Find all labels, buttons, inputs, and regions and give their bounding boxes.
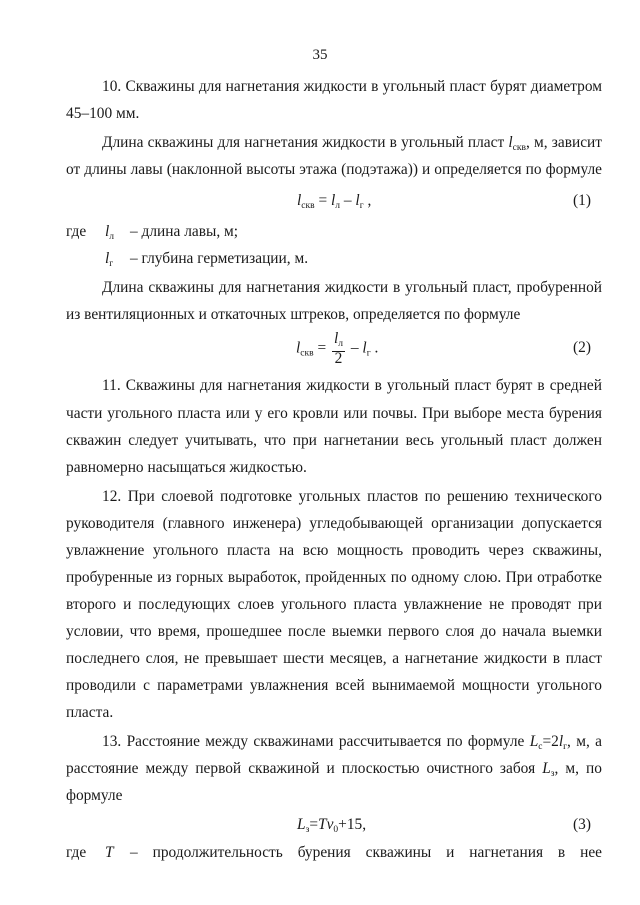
item12-line9: пласта. [66, 704, 114, 721]
formula-1: $l_{скв} = l_л - l_г$ , [297, 192, 372, 211]
para3-line2: из вентиляционных и откаточных штреков, определяется по формуле [66, 306, 521, 323]
formula-3: $L_з=Tv_0+15$, [297, 816, 367, 835]
last-where: где [66, 844, 87, 861]
item12-line8: проводили с параметрами увлажнения всей вынимаемой мощности угольного [66, 677, 602, 694]
legend-symbol-g: $l_г$ [105, 250, 114, 269]
para2-line1: Длина скважины для нагнетания жидкости в угольный пласт $l_{скв}$, м, зависит [102, 134, 603, 153]
formula-2: $l_{скв}$ = $\frac{l_л}{2}$ – $l_г$ . [296, 330, 379, 367]
item12-line1: 12. При слоевой подготовке угольных пластов по решению технического [102, 488, 602, 505]
item12-line7: последнего слоя, не превышает шести месяцев, а нагнетание жидкости в пласт [66, 650, 602, 667]
legend-l-description: – длина лавы, м; [130, 223, 239, 240]
para2-text-a: Длина скважины для нагнетания жидкости в угольный пласт [102, 134, 509, 151]
item11-line4: равномерно насыщаться жидкостью. [66, 459, 307, 476]
fraction: $\frac{l_л}{2}$ [334, 330, 344, 367]
item13-line3: формуле [66, 787, 123, 804]
para2-line2: от длины лавы (наклонной высоты этажа (подэтажа)) и определяется по формуле [66, 161, 602, 178]
para3-line1: Длина скважины для нагнетания жидкости в угольный пласт, пробуренной [102, 279, 602, 296]
equation-number-1: (1) [573, 192, 591, 209]
para2-text-b: , м, зависит [526, 134, 603, 151]
item13-line1: 13. Расстояние между скважинами рассчитывается по формуле $L_с=2l_г$, м, а [102, 733, 603, 752]
equation-number-3: (3) [573, 816, 591, 833]
symbol-T: T [105, 844, 114, 861]
item12-line2: руководителя (главного инженера) угледобывающей организации допускается [66, 515, 602, 532]
item10-line1: 10. Скважины для нагнетания жидкости в угольный пласт бурят диаметром [102, 78, 602, 95]
legend-symbol-l: $l_л$ [105, 223, 115, 242]
item11-line3: скважин следует учитывать, что при нагнетании весь угольный пласт должен [66, 432, 602, 449]
page-number: 35 [312, 47, 328, 63]
item13-line2: расстояние между первой скважиной и плоскостью очистного забоя $L_з$, м, по [66, 760, 602, 779]
item11-line2: части угольного пласта или у его кровли или почвы. При выборе места бурения [66, 405, 602, 422]
T-description: – продолжительность бурения скважины и нагнетания в нее [130, 844, 602, 861]
item12-line6: условии, что время, прошедшее после выемки первого слоя до начала выемки [66, 623, 602, 640]
item12-line4: пробуренные из горных выработок, пройденных по одному слою. При отработке [66, 569, 602, 586]
legend-g-description: – глубина герметизации, м. [130, 250, 309, 267]
item12-line5: второго и последующих слоев угольного пласта увлажнение не проводят при [66, 596, 602, 613]
item11-line1: 11. Скважины для нагнетания жидкости в угольный пласт бурят в средней [102, 377, 602, 394]
legend-where: где [66, 223, 87, 240]
equation-number-2: (2) [573, 339, 591, 356]
item12-line3: увлажнение угольного пласта на всю мощность проводить через скважины, [66, 542, 602, 559]
item10-line2: 45–100 мм. [66, 105, 140, 122]
